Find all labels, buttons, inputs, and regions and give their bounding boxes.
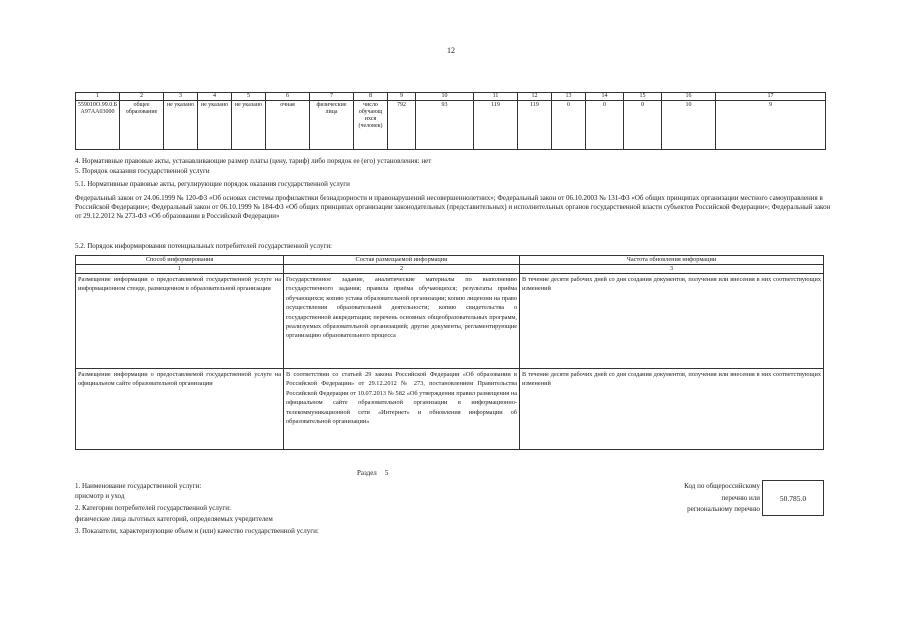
- indicators-cell: 792: [388, 101, 416, 150]
- informing-cell-method: Размещение информации о предоставляемой государственной услуге на информационном стенде, размещенном в образовательной организации: [76, 274, 284, 369]
- service-name-value: присмотр и уход: [75, 492, 125, 500]
- indicators-col-number: 6: [266, 93, 310, 101]
- registry-code-label-line: Код по общероссийскому: [684, 482, 760, 490]
- indicators-header-row: [76, 93, 826, 101]
- section-label: Раздел: [357, 469, 377, 477]
- indicators-col-number: 16: [662, 93, 716, 101]
- indicators-col-number: 7: [310, 93, 354, 101]
- indicators-col-number: 15: [624, 93, 662, 101]
- informing-header-method: Способ информирования: [76, 256, 284, 265]
- indicators-label: 3. Показатели, характеризующие объем и (или) качество государственной услуги:: [75, 527, 319, 535]
- service-name-label: 1. Наименование государственной услуги:: [75, 482, 202, 490]
- indicators-cell: физические лица: [310, 101, 354, 150]
- informing-header-row: [76, 256, 824, 265]
- indicators-data-row: [76, 101, 826, 150]
- informing-cell-frequency: В течение десяти рабочих дней со дня создания документов, получения или внесения в них соответствующих изменений: [520, 369, 824, 450]
- indicators-col-number: 14: [586, 93, 624, 101]
- indicators-col-number: 13: [552, 93, 586, 101]
- registry-code-box: [762, 480, 824, 516]
- informing-cell-method: Размещение информации о предоставляемой государственной услуге на официальном сайте образовательной организации: [76, 369, 284, 450]
- indicators-cell: 0: [552, 101, 586, 150]
- p52-informing-title: 5.2. Порядок информирования потенциальных потребителей государственной услуги:: [75, 242, 333, 250]
- indicators-col-number: 9: [388, 93, 416, 101]
- indicators-cell: 559010О.99.0.Б А97АА03000: [76, 101, 120, 150]
- section-number: 5: [384, 469, 389, 477]
- p4-fee-acts: 4. Нормативные правовые акты, устанавливающие размер платы (цену, тариф) либо порядок ее (его) установления: нет: [75, 157, 432, 165]
- indicators-col-number: 3: [164, 93, 198, 101]
- indicators-cell: 0: [586, 101, 624, 150]
- indicators-col-number: 17: [716, 93, 826, 101]
- p51-acts-title: 5.1. Нормативные правовые акты, регулирующие порядок оказания государственной услуги: [75, 180, 350, 188]
- informing-num-3: 3: [520, 265, 824, 274]
- registry-code-label-line: региональному перечню: [687, 505, 760, 513]
- consumers-value: физические лица льготных категорий, определяемых учредителем: [75, 515, 273, 523]
- registry-code-value: 50.785.0: [779, 493, 807, 503]
- informing-row-stand: [76, 274, 824, 369]
- informing-table: [75, 255, 824, 450]
- section-heading: [357, 469, 388, 477]
- indicators-col-number: 10: [416, 93, 474, 101]
- indicators-cell: общее образование: [120, 101, 164, 150]
- indicators-col-number: 4: [198, 93, 232, 101]
- informing-header-frequency: Частота обновления информации: [520, 256, 824, 265]
- informing-num-2: 2: [284, 265, 520, 274]
- informing-cell-content: Государственное задание, аналитические материалы по выполнению государственного задания; правила приёма обучающихся; результаты приёма обучающихся; копию устава образовательной организации; копию лицензии на право осуществления образовательной деятельности; копию свидетельства о государственной аккредитации; перечень основных общеобразовательных программ, реализуемых образовательной организацией; другие документы, регламентирующие организацию образовательного процесса: [284, 274, 520, 369]
- indicators-table: [75, 92, 826, 150]
- indicators-cell: 119: [518, 101, 552, 150]
- laws-text: Федеральный закон от 24.06.1999 № 120-ФЗ «Об основах системы профилактики безнадзорности и правонарушений несовершеннолетних»; Федеральный закон от 06.10.2003 № 131-ФЗ «Об общих принципах организации местного самоуправления в Российской Федерации»; Федеральный закон от 06.10.1999 № 184-ФЗ «Об общих принципах организации законодательных (представительных) и исполнительных органов государственной власти субъектов Российской Федерации»; Федеральный закон от 29.12.2012 № 273-ФЗ «Об образовании в Российской Федерации»: [75, 194, 831, 220]
- indicators-cell: не указано: [232, 101, 266, 150]
- indicators-col-number: 8: [354, 93, 388, 101]
- registry-code-label: [640, 481, 760, 516]
- indicators-col-number: 2: [120, 93, 164, 101]
- consumers-label: 2. Категории потребителей государственной услуги:: [75, 504, 231, 512]
- indicators-col-number: 12: [518, 93, 552, 101]
- page-number: 12: [447, 46, 455, 55]
- indicators-col-number: 5: [232, 93, 266, 101]
- informing-cell-frequency: В течение десяти рабочих дней со дня создания документов, получения или внесения в них соответствующих изменений: [520, 274, 824, 369]
- indicators-cell: 10: [662, 101, 716, 150]
- informing-header-content: Состав размещаемой информации: [284, 256, 520, 265]
- informing-cell-content: В соответствии со статьей 29 закона Российской Федерации «Об образовании в Российской Федерации» от 29.12.2012 № 273, постановлением Правительства Российской Федерации от 10.07.2013 № 582 «Об утверждении правил размещения на официальном сайте образовательной организации в информационно-телекоммуникационной сети «Интернет» и обновления информации об образовательной организации»: [284, 369, 520, 450]
- informing-row-website: [76, 369, 824, 450]
- informing-number-row: [76, 265, 824, 274]
- indicators-cell: очная: [266, 101, 310, 150]
- p5-procedure: 5. Порядок оказания государственной услуги: [75, 167, 210, 175]
- informing-num-1: 1: [76, 265, 284, 274]
- indicators-cell: не указано: [198, 101, 232, 150]
- indicators-col-number: 1: [76, 93, 120, 101]
- indicators-cell: 9: [716, 101, 826, 150]
- indicators-cell: 93: [416, 101, 474, 150]
- indicators-cell: число обучающ ихся (человек): [354, 101, 388, 150]
- registry-code-label-line: перечню или: [721, 493, 760, 502]
- indicators-col-number: 11: [474, 93, 518, 101]
- indicators-cell: 119: [474, 101, 518, 150]
- indicators-cell: 0: [624, 101, 662, 150]
- indicators-cell: не указано: [164, 101, 198, 150]
